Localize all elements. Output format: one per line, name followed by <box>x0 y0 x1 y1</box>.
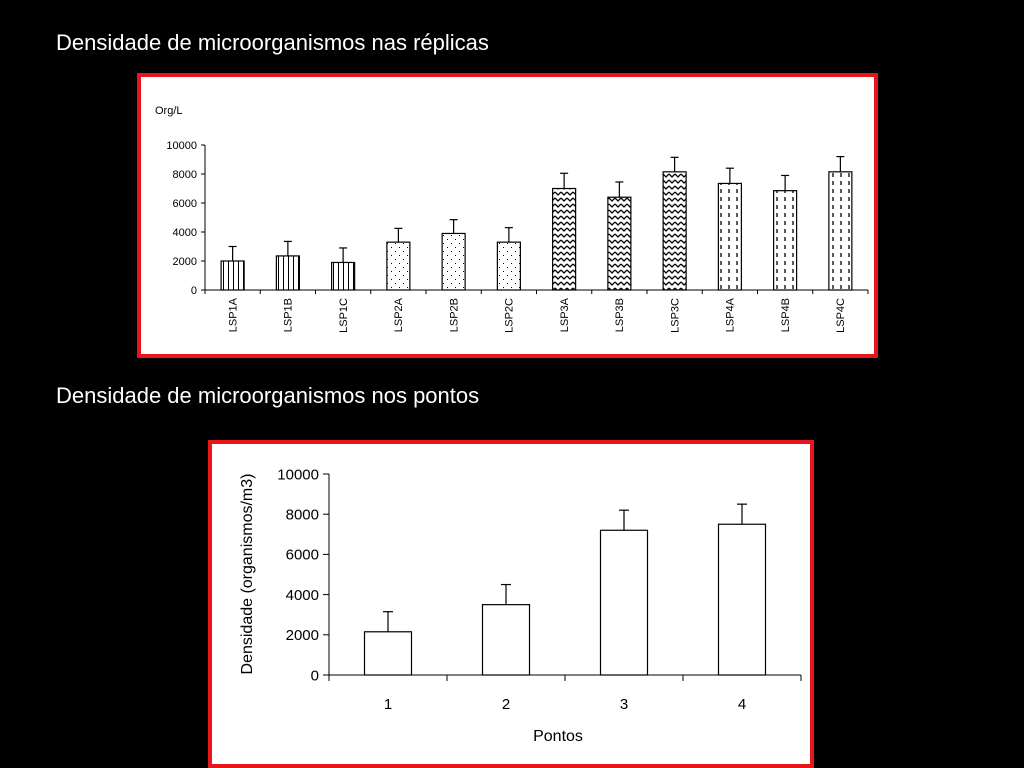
y-tick-label: 0 <box>310 667 319 685</box>
bar <box>276 256 299 290</box>
x-tick-label: 4 <box>737 696 747 713</box>
x-tick-label: LSP2C <box>503 298 516 333</box>
bar <box>442 233 465 290</box>
y-tick-label: 8000 <box>172 168 197 181</box>
x-tick-label: LSP3B <box>614 298 627 333</box>
x-tick-label: 2 <box>501 696 511 713</box>
bar <box>497 242 520 290</box>
heading-pontos: Densidade de microorganismos nos pontos <box>56 383 480 408</box>
y-tick-label: 0 <box>190 284 197 297</box>
x-tick-label: LSP2A <box>393 298 406 333</box>
x-tick-label: LSP1C <box>337 298 350 333</box>
bar-chart-pontos <box>212 444 810 764</box>
heading-replicas: Densidade de microorganismos nas réplicas <box>56 30 489 55</box>
bar <box>387 242 410 290</box>
bar <box>332 262 355 290</box>
bar <box>553 189 576 291</box>
x-tick-label: LSP2B <box>448 298 461 333</box>
y-axis-label: Densidade (organismos/m3) <box>239 473 256 675</box>
y-tick-label: 4000 <box>285 586 319 604</box>
y-tick-label: 6000 <box>172 197 197 210</box>
x-tick-label: LSP4B <box>779 298 792 333</box>
x-tick-label: LSP1A <box>227 298 240 333</box>
bar <box>601 530 648 675</box>
y-tick-label: 10000 <box>166 139 197 152</box>
bar <box>829 172 852 290</box>
x-tick-label: LSP4A <box>724 298 737 333</box>
x-tick-label: LSP3C <box>669 298 682 333</box>
y-tick-label: 2000 <box>285 627 319 645</box>
chart-panel-pontos <box>208 440 814 768</box>
x-tick-label: 1 <box>383 696 393 713</box>
bar-chart-replicas <box>141 77 874 354</box>
bar <box>718 183 741 290</box>
y-tick-label: 2000 <box>172 255 197 268</box>
bar <box>221 261 244 290</box>
bar <box>663 172 686 290</box>
y-tick-label: 10000 <box>277 466 319 484</box>
y-axis-label: Org/L <box>155 105 183 117</box>
x-axis-label: Pontos <box>533 728 583 745</box>
y-tick-label: 4000 <box>172 226 197 239</box>
chart-panel-replicas <box>137 73 878 358</box>
bar <box>483 605 530 675</box>
y-tick-label: 6000 <box>285 546 319 564</box>
x-tick-label: LSP3A <box>558 298 571 333</box>
bar <box>608 197 631 290</box>
y-tick-label: 8000 <box>285 506 319 524</box>
x-tick-label: LSP1B <box>282 298 295 333</box>
bar <box>365 632 412 675</box>
bar <box>774 191 797 290</box>
x-tick-label: LSP4C <box>835 298 848 333</box>
x-tick-label: 3 <box>619 696 629 713</box>
bar <box>719 524 766 675</box>
